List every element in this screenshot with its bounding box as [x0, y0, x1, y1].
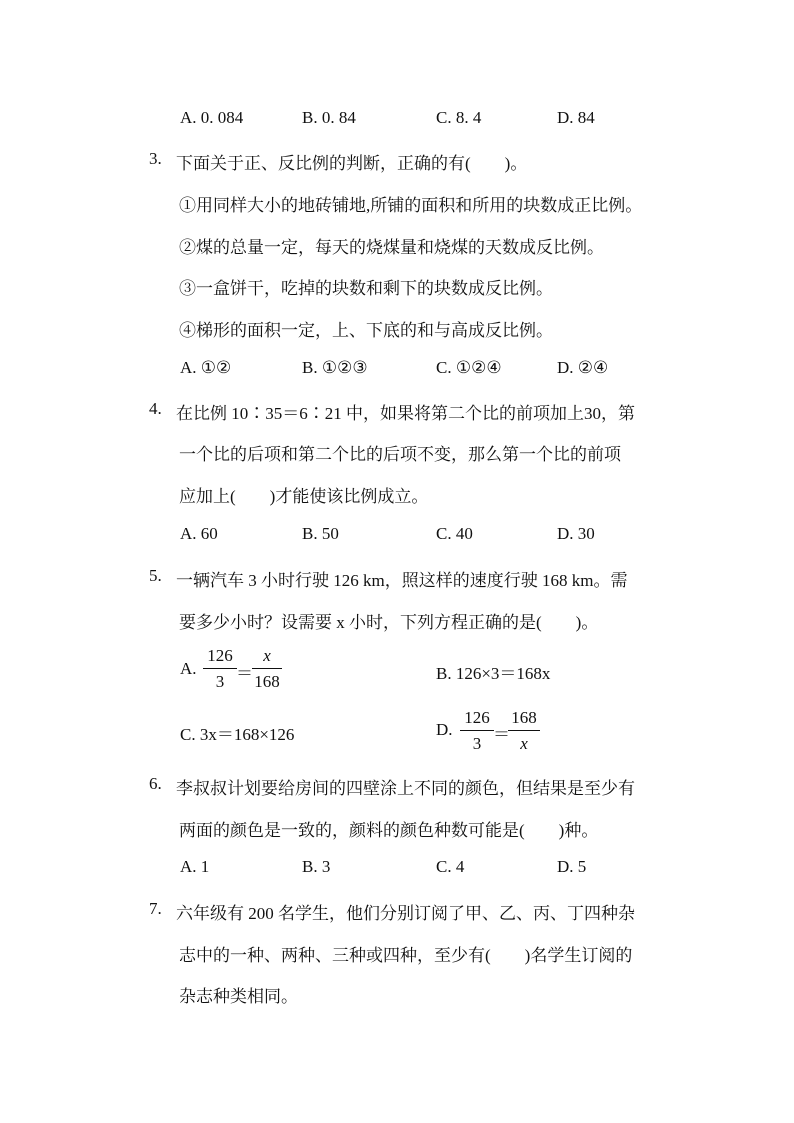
question-number: 5.	[149, 566, 162, 585]
question-stem: 下面关于正、反比例的判断，正确的有( )。	[176, 154, 528, 173]
question-line-2: 一个比的后项和第二个比的后项不变，那么第一个比的前项	[179, 445, 621, 464]
question-line-1: 六年级有 200 名学生，他们分别订阅了甲、乙、丙、丁四种杂	[176, 904, 635, 923]
q3-option-a[interactable]: A. ①②	[180, 358, 232, 377]
question-line-3: 杂志种类相同。	[179, 987, 298, 1006]
q6-option-a[interactable]: A. 1	[180, 857, 210, 876]
question-number: 3.	[149, 149, 162, 168]
q3-option-d[interactable]: D. ②④	[557, 358, 609, 377]
q2-option-d[interactable]: D. 84	[557, 108, 595, 127]
q4-option-c[interactable]: C. 40	[436, 524, 473, 543]
question-line-1: 一辆汽车 3 小时行驶 126 km，照这样的速度行驶 168 km。需	[176, 571, 628, 590]
question-line-1: 李叔叔计划要给房间的四壁涂上不同的颜色，但结果是至少有	[176, 779, 635, 798]
q3-option-b[interactable]: B. ①②③	[302, 358, 368, 377]
question-line-2: 志中的一种、两种、三种或四种，至少有( )名学生订阅的	[179, 946, 633, 965]
equals-sign: ＝	[236, 664, 253, 683]
equals-sign: ＝	[493, 725, 510, 744]
q4-option-a[interactable]: A. 60	[180, 524, 218, 543]
question-number: 4.	[149, 399, 162, 418]
q6-option-b[interactable]: B. 3	[302, 857, 331, 876]
fraction-right: $\frac{168}{x}$	[508, 708, 540, 754]
question-line-3: 应加上( )才能使该比例成立。	[179, 487, 429, 506]
fraction-left: $\frac{126}{3}$	[460, 708, 494, 754]
q2-option-b[interactable]: B. 0. 84	[302, 108, 356, 127]
question-line-1: 在比例 10∶35＝6∶21 中，如果将第二个比的前项加上30，第	[176, 404, 635, 423]
q5-option-b[interactable]: B. 126×3＝168x	[436, 664, 551, 683]
question-number: 7.	[149, 899, 162, 918]
question-line-2: 两面的颜色是一致的，颜料的颜色种数可能是( )种。	[179, 821, 599, 840]
q6-option-c[interactable]: C. 4	[436, 857, 465, 876]
q2-option-a[interactable]: A. 0. 084	[180, 108, 244, 127]
q4-option-d[interactable]: D. 30	[557, 524, 595, 543]
q4-option-b[interactable]: B. 50	[302, 524, 339, 543]
statement-4: ④梯形的面积一定，上、下底的和与高成反比例。	[179, 321, 553, 340]
q6-option-d[interactable]: D. 5	[557, 857, 587, 876]
q3-option-c[interactable]: C. ①②④	[436, 358, 502, 377]
statement-1: ①用同样大小的地砖铺地,所铺的面积和所用的块数成正比例。	[179, 196, 643, 215]
fraction-right: $\frac{x}{168}$	[252, 646, 282, 692]
option-label: A.	[180, 659, 197, 678]
q5-option-c[interactable]: C. 3x＝168×126	[180, 725, 295, 744]
option-label: D.	[436, 720, 453, 739]
question-line-2: 要多少小时？设需要 x 小时，下列方程正确的是( )。	[179, 613, 599, 632]
question-number: 6.	[149, 774, 162, 793]
statement-2: ②煤的总量一定，每天的烧煤量和烧煤的天数成反比例。	[179, 238, 604, 257]
fraction-left: $\frac{126}{3}$	[203, 646, 237, 692]
q2-option-c[interactable]: C. 8. 4	[436, 108, 482, 127]
statement-3: ③一盒饼干，吃掉的块数和剩下的块数成反比例。	[179, 279, 553, 298]
